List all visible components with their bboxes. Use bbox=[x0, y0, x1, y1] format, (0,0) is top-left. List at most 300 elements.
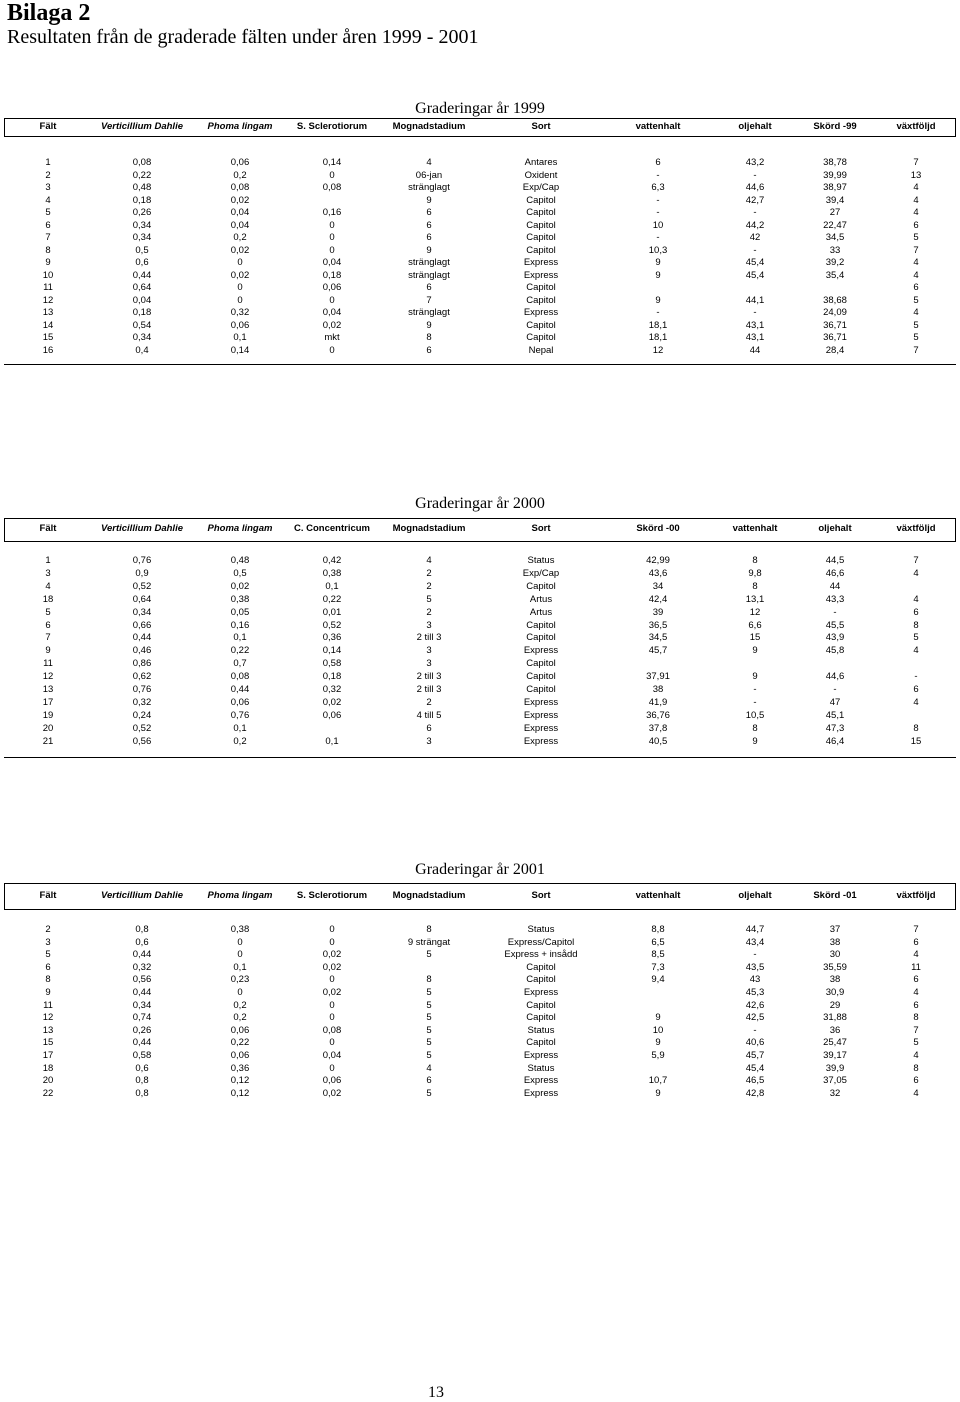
table-cell: 10,7 bbox=[648, 1075, 668, 1087]
table-cell: 0,02 bbox=[322, 696, 342, 708]
table-cell: 0 bbox=[329, 936, 335, 948]
table-cell: 45,1 bbox=[825, 709, 845, 721]
table-cell: Capitol bbox=[526, 232, 556, 243]
table-cell: 0,2 bbox=[233, 999, 247, 1011]
table-cell: Express bbox=[523, 735, 559, 747]
column-header: Phoma lingam bbox=[207, 523, 273, 534]
table-row bbox=[4, 594, 956, 607]
table-cell: 9 bbox=[426, 319, 432, 331]
table-cell: 5 bbox=[45, 207, 51, 218]
table-cell: 4 bbox=[913, 645, 919, 657]
table-cell bbox=[876, 710, 956, 723]
table-cell: 0,5 bbox=[135, 244, 149, 256]
table-cell: 0,26 bbox=[132, 207, 152, 218]
table-row bbox=[4, 949, 956, 962]
table-cell: 0,6 bbox=[135, 936, 149, 948]
table-cell: 36,71 bbox=[823, 319, 847, 331]
table-cell: 0,48 bbox=[230, 555, 250, 566]
table-cell: Exp/Cap bbox=[522, 567, 560, 579]
table-cell: 0,08 bbox=[230, 182, 250, 193]
table-cell: 7 bbox=[913, 1024, 919, 1036]
table-row bbox=[4, 1037, 956, 1050]
table-row bbox=[4, 710, 956, 723]
table-cell: 9,4 bbox=[651, 974, 665, 986]
table-cell: 9 bbox=[45, 986, 51, 998]
table-cell: 45,3 bbox=[745, 986, 765, 998]
table-cell: 4 bbox=[426, 157, 432, 168]
table-cell: 21 bbox=[42, 735, 54, 747]
table-cell: Nepal bbox=[528, 344, 554, 356]
table-row bbox=[4, 307, 956, 320]
table-cell: 13 bbox=[42, 307, 54, 318]
table-cell: 35,59 bbox=[823, 961, 847, 973]
table-cell: 42,4 bbox=[648, 593, 668, 605]
table-cell: 0,02 bbox=[230, 194, 250, 206]
table-row bbox=[4, 320, 956, 333]
table-cell: 0,04 bbox=[230, 207, 250, 218]
table-cell: - bbox=[656, 307, 660, 318]
table-row bbox=[4, 684, 956, 697]
table-row bbox=[4, 1063, 956, 1076]
table-cell bbox=[288, 195, 376, 208]
table-cell: 5 bbox=[426, 999, 432, 1011]
table-cell: 0 bbox=[329, 244, 335, 256]
table-cell: 2 bbox=[426, 567, 432, 579]
table-cell: 8 bbox=[913, 619, 919, 631]
table-cell: 6 bbox=[426, 282, 432, 293]
table-cell: 4 bbox=[913, 307, 919, 318]
table-cell: 38 bbox=[829, 936, 841, 948]
column-header: oljehalt bbox=[738, 121, 772, 132]
table-cell: stränglagt bbox=[408, 257, 450, 268]
table-row bbox=[4, 1012, 956, 1025]
table-cell: 0,22 bbox=[322, 593, 342, 605]
table-cell: 43,5 bbox=[745, 961, 765, 973]
table-cell: Express bbox=[523, 1049, 559, 1061]
table-cell: 7 bbox=[913, 157, 919, 168]
table-cell bbox=[600, 1000, 716, 1013]
column-header: Verticillium Dahlie bbox=[100, 121, 183, 132]
table-cell: 4 bbox=[913, 593, 919, 605]
table-cell: Capitol bbox=[526, 580, 556, 592]
table-2001 bbox=[4, 887, 956, 1100]
table-cell: 0,26 bbox=[132, 1024, 152, 1036]
column-header: Skörd -01 bbox=[813, 890, 857, 901]
table-cell: 24,09 bbox=[823, 307, 847, 318]
table-cell: 0,34 bbox=[132, 332, 152, 343]
table-cell: Capitol bbox=[526, 294, 556, 306]
table-cell: 5 bbox=[913, 294, 919, 306]
table-cell: 29 bbox=[829, 999, 841, 1011]
table-cell: 0 bbox=[237, 282, 243, 293]
table-cell: 0,64 bbox=[132, 282, 152, 293]
table-cell: 0,1 bbox=[233, 722, 247, 734]
table-cell: 0,02 bbox=[322, 319, 342, 331]
column-header: Mognadstadium bbox=[392, 890, 466, 901]
table-cell: 6 bbox=[426, 344, 432, 356]
table-cell: 45,4 bbox=[745, 1062, 765, 1074]
table-cell: 30,9 bbox=[825, 986, 845, 998]
table-cell: 0,12 bbox=[230, 1087, 250, 1099]
table-cell: 9 bbox=[655, 1037, 661, 1049]
table-cell: 0,8 bbox=[135, 1087, 149, 1099]
table-cell: 44,7 bbox=[745, 924, 765, 935]
table-cell: 9 bbox=[655, 269, 661, 281]
table-cell: 8 bbox=[426, 332, 432, 343]
table-cell: 0,36 bbox=[230, 1062, 250, 1074]
table-cell: 10,5 bbox=[745, 709, 765, 721]
table-cell: 11 bbox=[43, 999, 53, 1011]
table-cell: 5 bbox=[426, 1012, 432, 1024]
table-cell: 46,6 bbox=[825, 567, 845, 579]
column-header: vattenhalt bbox=[732, 523, 778, 534]
table-cell: 5 bbox=[913, 319, 919, 331]
table-cell: 1 bbox=[45, 555, 51, 566]
table-cell: stränglagt bbox=[408, 269, 450, 281]
table-row bbox=[4, 974, 956, 987]
table-row bbox=[4, 987, 956, 1000]
table-cell: 0,12 bbox=[230, 1075, 250, 1087]
table-cell: mkt bbox=[324, 332, 340, 343]
table-cell: 9 bbox=[752, 671, 758, 683]
table-cell: 0,16 bbox=[230, 619, 250, 631]
table-cell: 9 bbox=[655, 1012, 661, 1024]
table-cell: 3 bbox=[45, 567, 51, 579]
table-cell: - bbox=[656, 194, 660, 206]
table-cell: - bbox=[753, 696, 757, 708]
table-row bbox=[4, 345, 956, 358]
table-cell: 45,4 bbox=[745, 269, 765, 281]
table-cell: 0,22 bbox=[230, 1037, 250, 1049]
table-cell bbox=[716, 282, 794, 295]
table-cell: 4 bbox=[913, 986, 919, 998]
table-cell: 5 bbox=[45, 606, 51, 618]
column-header: Phoma lingam bbox=[207, 121, 273, 132]
table-cell: 0 bbox=[329, 1037, 335, 1049]
table-cell: Status bbox=[527, 555, 555, 566]
table-cell: 2 till 3 bbox=[416, 684, 442, 696]
table-cell: 6 bbox=[426, 232, 432, 243]
table-cell: 12 bbox=[749, 606, 761, 618]
table-cell bbox=[876, 581, 956, 594]
table-cell: 7 bbox=[913, 924, 919, 935]
table-cell bbox=[376, 962, 482, 975]
table-cell: 20 bbox=[42, 1075, 54, 1087]
column-header: oljehalt bbox=[818, 523, 852, 534]
table-cell: 0,2 bbox=[233, 232, 247, 243]
table-row bbox=[4, 282, 956, 295]
section-title-1999: Graderingar år 1999 bbox=[415, 100, 545, 117]
table-cell: - bbox=[753, 949, 757, 961]
row-divider-1999 bbox=[4, 364, 956, 365]
table-cell: 0,34 bbox=[132, 232, 152, 243]
table-cell: Status bbox=[527, 1024, 555, 1036]
table-cell: 4 bbox=[913, 257, 919, 268]
table-cell: Express bbox=[523, 696, 559, 708]
table-cell: 15 bbox=[749, 632, 761, 644]
table-cell: 0,86 bbox=[132, 658, 152, 670]
table-2000 bbox=[4, 520, 956, 749]
table-cell: 34,5 bbox=[825, 232, 845, 243]
table-cell: 40,5 bbox=[648, 735, 668, 747]
table-cell: 0,04 bbox=[322, 307, 342, 318]
table-cell: 6 bbox=[913, 606, 919, 618]
table-cell: Express bbox=[523, 722, 559, 734]
table-cell: 5 bbox=[913, 232, 919, 243]
table-cell: 36 bbox=[829, 1024, 841, 1036]
table-cell: Artus bbox=[529, 606, 553, 618]
page-subtitle: Resultaten från de graderade fälten under åren 1999 - 2001 bbox=[7, 26, 479, 48]
table-cell: 0,06 bbox=[322, 1075, 342, 1087]
table-cell: stränglagt bbox=[408, 182, 450, 193]
table-cell: 6 bbox=[45, 961, 51, 973]
table-cell: 37,05 bbox=[823, 1075, 847, 1087]
table-cell: 0,44 bbox=[132, 949, 152, 961]
table-cell: 0,44 bbox=[132, 269, 152, 281]
table-cell: 9,8 bbox=[748, 567, 762, 579]
table-cell: Express bbox=[523, 1087, 559, 1099]
table-cell: 0,38 bbox=[322, 567, 342, 579]
table-cell bbox=[876, 658, 956, 671]
table-cell: 47,3 bbox=[825, 722, 845, 734]
column-header: Skörd -99 bbox=[813, 121, 857, 132]
table-row bbox=[4, 962, 956, 975]
table-cell: Status bbox=[527, 924, 555, 935]
table-cell: 2 bbox=[426, 606, 432, 618]
table-cell: 0,06 bbox=[322, 709, 342, 721]
table-cell: 6 bbox=[913, 219, 919, 231]
table-cell: 0,8 bbox=[135, 924, 149, 935]
table-cell: 0 bbox=[329, 1062, 335, 1074]
table-cell: 0,44 bbox=[132, 986, 152, 998]
table-cell: - bbox=[656, 169, 660, 181]
table-cell: 0,34 bbox=[132, 219, 152, 231]
table-cell: 25,47 bbox=[823, 1037, 847, 1049]
column-header: Skörd -00 bbox=[636, 523, 680, 534]
table-cell: 3 bbox=[426, 619, 432, 631]
table-cell: 0,44 bbox=[230, 684, 250, 696]
table-cell: 1 bbox=[45, 157, 51, 168]
table-cell: 0,32 bbox=[132, 961, 152, 973]
table-cell: 42,99 bbox=[646, 555, 670, 566]
table-cell: 34 bbox=[652, 580, 664, 592]
table-cell: Artus bbox=[529, 593, 553, 605]
column-header: Mognadstadium bbox=[392, 121, 466, 132]
table-cell: 8 bbox=[45, 974, 51, 986]
table-cell: 13,1 bbox=[745, 593, 765, 605]
table-cell: 34,5 bbox=[648, 632, 668, 644]
section-title-2000: Graderingar år 2000 bbox=[415, 495, 545, 512]
table-row bbox=[4, 658, 956, 671]
table-cell: 6,3 bbox=[651, 182, 665, 193]
table-cell: 15 bbox=[910, 735, 922, 747]
table-cell: 9 bbox=[655, 1087, 661, 1099]
table-cell: 10,3 bbox=[648, 244, 668, 256]
table-cell: 9 bbox=[655, 257, 661, 268]
table-cell: 0,2 bbox=[233, 735, 247, 747]
table-cell: 0,08 bbox=[322, 182, 342, 193]
table-cell: 0,14 bbox=[322, 645, 342, 657]
table-cell: 4 bbox=[913, 269, 919, 281]
table-cell: 8 bbox=[752, 580, 758, 592]
table-cell: 5 bbox=[426, 949, 432, 961]
table-cell: 38,68 bbox=[823, 294, 847, 306]
table-cell: 44 bbox=[749, 344, 761, 356]
table-cell: 0,48 bbox=[132, 182, 152, 193]
table-cell: 0,04 bbox=[322, 257, 342, 268]
table-cell: 11 bbox=[43, 658, 53, 670]
table-cell: - bbox=[753, 307, 757, 318]
table-cell: 32 bbox=[829, 1087, 841, 1099]
table-row bbox=[4, 555, 956, 568]
table-cell: 4 bbox=[913, 696, 919, 708]
table-cell: 6 bbox=[426, 1075, 432, 1087]
table-cell: 12 bbox=[652, 344, 664, 356]
table-cell: 4 bbox=[426, 1062, 432, 1074]
column-header: S. Sclerotiorum bbox=[296, 890, 368, 901]
table-cell: 20 bbox=[42, 722, 54, 734]
table-row bbox=[4, 1025, 956, 1038]
table-cell: Capitol bbox=[526, 974, 556, 986]
table-cell: Capitol bbox=[526, 619, 556, 631]
table-cell: 36,76 bbox=[646, 709, 670, 721]
table-cell bbox=[600, 282, 716, 295]
table-cell: 0 bbox=[329, 974, 335, 986]
table-cell: Capitol bbox=[526, 658, 556, 670]
table-cell: 43,1 bbox=[745, 319, 765, 331]
table-cell: 2 bbox=[426, 696, 432, 708]
table-row bbox=[4, 157, 956, 170]
table-cell: 42 bbox=[749, 232, 761, 243]
table-cell: - bbox=[753, 169, 757, 181]
table-cell bbox=[600, 1063, 716, 1076]
table-cell: 39,2 bbox=[825, 257, 845, 268]
table-cell: 36,71 bbox=[823, 332, 847, 343]
table-cell: 0,24 bbox=[132, 709, 152, 721]
table-cell: 8,5 bbox=[651, 949, 665, 961]
table-cell: - bbox=[656, 207, 660, 218]
table-cell: 5 bbox=[426, 1087, 432, 1099]
table-cell bbox=[288, 723, 376, 736]
table-cell: 0 bbox=[329, 232, 335, 243]
table-cell: 0,8 bbox=[135, 1075, 149, 1087]
table-cell: 37,8 bbox=[648, 722, 668, 734]
table-cell: 0,62 bbox=[132, 671, 152, 683]
table-cell: 44,6 bbox=[745, 182, 765, 193]
table-cell: 0,18 bbox=[322, 671, 342, 683]
table-cell: 6,6 bbox=[748, 619, 762, 631]
table-cell: Express + insådd bbox=[504, 949, 578, 961]
table-cell: 45,4 bbox=[745, 257, 765, 268]
table-cell: 39 bbox=[652, 606, 664, 618]
table-cell: 45,5 bbox=[825, 619, 845, 631]
table-cell: 0,34 bbox=[132, 999, 152, 1011]
table-cell: 0,5 bbox=[233, 567, 247, 579]
table-cell: 4 bbox=[426, 555, 432, 566]
table-cell: 9 bbox=[426, 244, 432, 256]
table-cell: 0,32 bbox=[322, 684, 342, 696]
table-cell: 38,97 bbox=[823, 182, 847, 193]
table-cell: 0,23 bbox=[230, 974, 250, 986]
table-cell: 13 bbox=[42, 1024, 54, 1036]
table-row bbox=[4, 620, 956, 633]
table-cell: 0,58 bbox=[132, 1049, 152, 1061]
table-1999 bbox=[4, 118, 956, 357]
table-cell: Oxident bbox=[524, 169, 558, 181]
table-cell: 0,02 bbox=[322, 1087, 342, 1099]
table-cell: Capitol bbox=[526, 684, 556, 696]
table-cell: 6 bbox=[655, 157, 661, 168]
table-row bbox=[4, 937, 956, 950]
table-cell: 0,06 bbox=[230, 1024, 250, 1036]
table-cell: 0,7 bbox=[233, 658, 247, 670]
table-cell: 16 bbox=[42, 344, 54, 356]
table-cell: 5 bbox=[426, 986, 432, 998]
table-cell: - bbox=[914, 671, 918, 683]
table-cell: 42,6 bbox=[745, 999, 765, 1011]
table-cell: 8 bbox=[45, 244, 51, 256]
table-cell: 0,22 bbox=[230, 645, 250, 657]
table-cell: 0,01 bbox=[322, 606, 342, 618]
table-cell: 0,6 bbox=[135, 1062, 149, 1074]
table-cell: 8 bbox=[913, 1012, 919, 1024]
table-cell: Capitol bbox=[526, 194, 556, 206]
table-cell: 18,1 bbox=[648, 319, 668, 331]
table-cell: 18 bbox=[42, 593, 54, 605]
table-cell: Express/Capitol bbox=[507, 936, 575, 948]
table-cell: 0 bbox=[237, 936, 243, 948]
table-cell: 43,1 bbox=[745, 332, 765, 343]
table-cell: 3 bbox=[426, 645, 432, 657]
table-cell: 47 bbox=[829, 696, 841, 708]
table-cell: 39,9 bbox=[825, 1062, 845, 1074]
table-cell: 9 bbox=[45, 645, 51, 657]
table-cell: 11 bbox=[911, 961, 921, 973]
column-header: växtföljd bbox=[896, 890, 936, 901]
table-cell: 5 bbox=[426, 1024, 432, 1036]
table-cell: Capitol bbox=[526, 1012, 556, 1024]
table-cell: Express bbox=[523, 986, 559, 998]
table-row bbox=[4, 332, 956, 345]
table-cell: 12 bbox=[42, 294, 54, 306]
table-cell: 0,4 bbox=[135, 344, 149, 356]
table-cell: 0,38 bbox=[230, 593, 250, 605]
table-cell: 0,42 bbox=[322, 555, 342, 566]
table-cell: 2 till 3 bbox=[416, 671, 442, 683]
table-cell: 45,7 bbox=[648, 645, 668, 657]
table-cell: 9 bbox=[426, 194, 432, 206]
table-cell: 30 bbox=[829, 949, 841, 961]
table-cell: 0,1 bbox=[325, 580, 339, 592]
table-cell: 0,32 bbox=[132, 696, 152, 708]
table-cell: 0,2 bbox=[233, 169, 247, 181]
table-cell: 7 bbox=[913, 244, 919, 256]
table-cell: 0 bbox=[329, 219, 335, 231]
table-cell: 4 bbox=[913, 949, 919, 961]
table-cell: 13 bbox=[42, 684, 54, 696]
table-row bbox=[4, 195, 956, 208]
table-cell: 4 bbox=[913, 567, 919, 579]
table-cell: Capitol bbox=[526, 332, 556, 343]
table-cell: 0,2 bbox=[233, 1012, 247, 1024]
table-cell: Exp/Cap bbox=[522, 182, 560, 193]
table-cell: 0,14 bbox=[322, 157, 342, 168]
table-cell: 0 bbox=[329, 344, 335, 356]
table-cell: 38 bbox=[829, 974, 841, 986]
table-row bbox=[4, 245, 956, 258]
column-header: vattenhalt bbox=[635, 121, 681, 132]
table-cell: 43 bbox=[749, 974, 761, 986]
